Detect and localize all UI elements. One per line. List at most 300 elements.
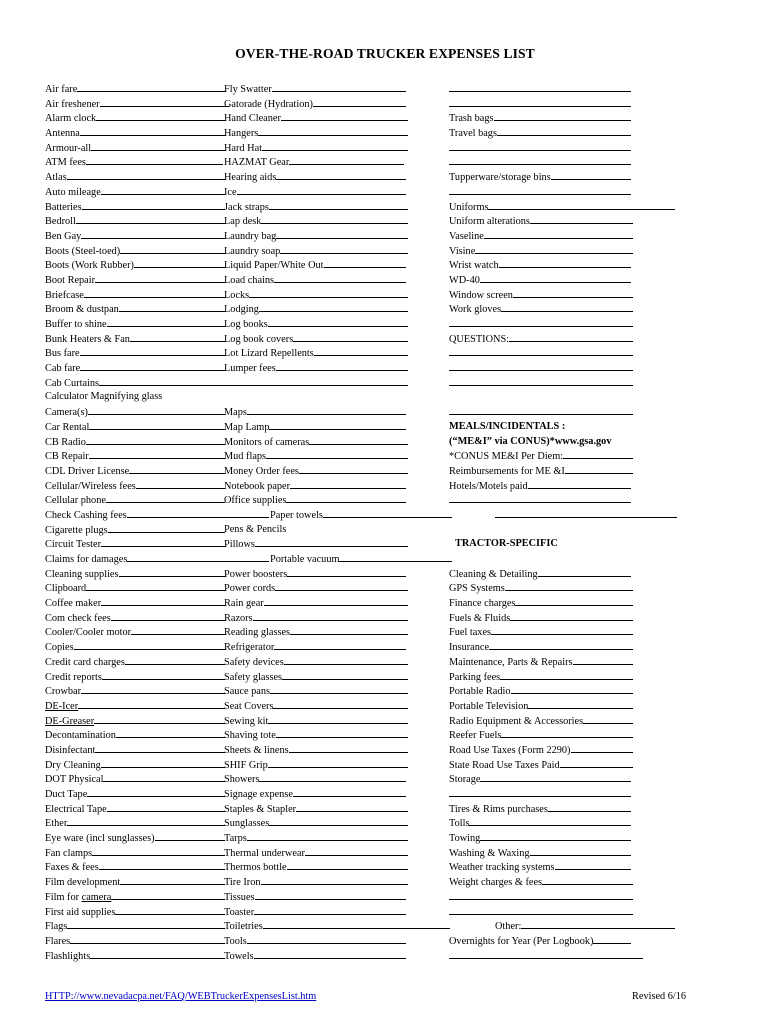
fill-in-line[interactable] [449, 346, 633, 356]
fill-in-line[interactable] [247, 934, 406, 944]
expense-label: Power cords [224, 583, 276, 595]
expense-label: Laundry bag [224, 230, 277, 242]
expense-label: Cleaning supplies [45, 568, 119, 580]
fill-in-line[interactable] [505, 581, 633, 591]
expense-label: Antenna [45, 128, 80, 140]
expense-label: WD-40 [449, 274, 480, 286]
fill-in-line[interactable] [491, 625, 633, 635]
expense-label: Thermal underwear [224, 847, 305, 859]
expense-label: Toiletries [224, 921, 263, 933]
fill-in-line[interactable] [449, 82, 631, 92]
expense-label: Decontamination [45, 730, 116, 742]
expense-row [449, 581, 677, 596]
fill-in-line[interactable] [449, 787, 631, 797]
expense-label: Weight charges & fees [449, 877, 543, 889]
fill-in-line[interactable] [269, 200, 408, 210]
expense-row [224, 214, 452, 229]
fill-in-line[interactable] [548, 802, 631, 812]
expense-label: Fuel taxes [449, 627, 492, 639]
expense-row [224, 435, 452, 450]
fill-in-line[interactable] [449, 376, 633, 386]
expense-label: Signage expense [224, 789, 293, 800]
expense-label: Lumper fees [224, 363, 276, 375]
fill-in-line[interactable] [469, 816, 631, 826]
fill-in-line[interactable] [509, 332, 633, 342]
fill-in-line[interactable] [530, 214, 633, 224]
fill-in-line[interactable] [528, 479, 631, 489]
expense-row [449, 537, 677, 552]
fill-in-line[interactable] [339, 552, 452, 562]
expense-label: Vaseline [449, 230, 484, 242]
fill-in-line[interactable] [449, 155, 631, 165]
fill-in-line[interactable] [130, 332, 225, 342]
fill-in-line[interactable] [276, 229, 408, 239]
expense-row [449, 185, 677, 200]
expense-row [224, 493, 452, 508]
fill-in-line[interactable] [95, 273, 225, 283]
fill-in-line[interactable] [99, 376, 225, 386]
expense-row [224, 185, 452, 200]
fill-in-line[interactable] [120, 244, 225, 254]
fill-in-line[interactable] [501, 728, 633, 738]
fill-in-line[interactable] [280, 244, 408, 254]
fill-in-line[interactable] [449, 317, 633, 327]
expense-row [224, 332, 452, 347]
fill-in-line[interactable] [510, 611, 633, 621]
fill-in-line[interactable] [84, 288, 225, 298]
fill-in-line[interactable] [255, 890, 406, 900]
fill-in-line[interactable] [274, 640, 406, 650]
fill-in-line[interactable] [81, 229, 225, 239]
expense-row [449, 846, 677, 861]
fill-in-line[interactable] [293, 787, 406, 797]
expense-label: First aid supplies [45, 906, 116, 918]
fill-in-line[interactable] [74, 640, 225, 650]
fill-in-line[interactable] [89, 420, 225, 430]
fill-in-line[interactable] [565, 464, 633, 474]
fill-in-line[interactable] [276, 361, 408, 371]
expense-row [449, 376, 677, 391]
expense-label: Portable Radio [449, 686, 511, 698]
expense-row [449, 288, 677, 303]
fill-in-line[interactable] [511, 684, 634, 694]
fill-in-line[interactable] [286, 493, 406, 503]
expense-label: Maintenance, Parts & Repairs [449, 656, 573, 668]
fill-in-line[interactable] [107, 317, 225, 327]
fill-in-line[interactable] [273, 699, 408, 709]
expense-row [449, 464, 677, 479]
fill-in-line[interactable] [500, 670, 633, 680]
fill-in-line[interactable] [449, 890, 633, 900]
expense-label: Bus fare [45, 348, 80, 360]
fill-in-line[interactable] [551, 170, 631, 180]
expense-label: Tolls [449, 818, 470, 830]
expense-row [224, 919, 452, 934]
fill-in-line[interactable] [99, 860, 225, 870]
fill-in-line[interactable] [289, 743, 408, 753]
fill-in-line[interactable] [528, 699, 633, 709]
expense-label: Cellular/Wireless fees [45, 480, 136, 492]
fill-in-line[interactable] [136, 479, 225, 489]
fill-in-line[interactable] [95, 743, 225, 753]
fill-in-line[interactable] [299, 464, 408, 474]
fill-in-line[interactable] [67, 170, 225, 180]
expense-row [224, 949, 452, 964]
fill-in-line[interactable] [116, 728, 225, 738]
expense-label: Log books [224, 319, 268, 330]
fill-in-line[interactable] [82, 200, 225, 210]
fill-in-line[interactable] [155, 831, 225, 841]
expense-row [449, 934, 677, 949]
fill-in-line[interactable] [101, 185, 225, 195]
expense-label: Portable vacuum [270, 554, 340, 565]
fill-in-line[interactable] [287, 860, 408, 870]
fill-in-line[interactable] [92, 846, 225, 856]
fill-in-line[interactable] [583, 714, 633, 724]
fill-in-line[interactable] [276, 170, 406, 180]
fill-in-line[interactable] [258, 126, 408, 136]
expense-label: Window screen [449, 289, 513, 301]
fill-in-line[interactable] [224, 376, 408, 386]
expense-row [224, 273, 452, 288]
expense-label: Com check fees [45, 612, 111, 624]
fill-in-line[interactable] [521, 919, 675, 929]
expense-row [224, 126, 452, 141]
fill-in-line[interactable] [489, 640, 633, 650]
fill-in-line[interactable] [276, 728, 408, 738]
expense-label: Paper towels [270, 509, 323, 521]
fill-in-line[interactable] [254, 949, 406, 959]
fill-in-line[interactable] [101, 758, 225, 768]
expense-row [224, 288, 452, 303]
expense-label: Log book covers [224, 333, 294, 345]
document-title: OVER-THE-ROAD TRUCKER EXPENSES LIST [235, 46, 535, 61]
expense-label: Other: [495, 921, 522, 933]
fill-in-line[interactable] [275, 581, 408, 591]
expense-label: Claims for damages [45, 554, 128, 565]
fill-in-line[interactable] [111, 611, 225, 621]
fill-in-line[interactable] [314, 346, 408, 356]
fill-in-line[interactable] [80, 361, 225, 371]
expense-label: GPS Systems [449, 583, 505, 595]
expense-row [224, 758, 452, 773]
expense-row [449, 332, 677, 347]
expense-label: Maps [224, 407, 247, 419]
expense-label: Crowbar [45, 686, 82, 698]
fill-in-line[interactable] [255, 537, 408, 547]
fill-in-line[interactable] [101, 537, 225, 547]
fill-in-line[interactable] [253, 611, 408, 621]
expense-row [224, 890, 452, 905]
expense-label: Flares [45, 935, 71, 947]
expense-row [224, 82, 452, 97]
expense-label: Ether [45, 818, 68, 830]
expense-label: Towing [449, 833, 481, 845]
expense-label: Cigarette plugs [45, 524, 108, 536]
expense-label: Showers [224, 774, 260, 786]
expense-label: Calculator Magnifying glass [45, 391, 163, 403]
fill-in-line[interactable] [262, 141, 408, 151]
fill-in-line[interactable] [293, 332, 408, 342]
fill-in-line[interactable] [480, 831, 631, 841]
expense-label: Wrist watch [449, 260, 499, 272]
fill-in-line[interactable] [480, 772, 631, 782]
fill-in-line[interactable] [449, 949, 643, 959]
fill-in-line[interactable] [270, 684, 408, 694]
fill-in-line[interactable] [86, 155, 223, 165]
underlined-word: camera [81, 891, 112, 903]
fill-in-line[interactable] [261, 214, 408, 224]
fill-in-line[interactable] [560, 758, 633, 768]
expense-label: Notebook paper [224, 480, 291, 492]
fill-in-line[interactable] [263, 919, 450, 929]
fill-in-line[interactable] [449, 493, 631, 503]
fill-in-line[interactable] [81, 684, 225, 694]
fill-in-line[interactable] [484, 229, 633, 239]
fill-in-line[interactable] [272, 82, 406, 92]
expense-label: Work gloves [449, 304, 502, 316]
fill-in-line[interactable] [475, 244, 633, 254]
expense-label: Cab Curtains [45, 377, 100, 389]
expense-row [449, 802, 677, 817]
fill-in-line[interactable] [89, 449, 225, 459]
expense-row [449, 449, 677, 464]
fill-in-line[interactable] [313, 97, 406, 107]
fill-in-line[interactable] [94, 714, 225, 724]
expense-label: Insurance [449, 642, 490, 654]
expense-row [224, 464, 452, 479]
fill-in-line[interactable] [530, 846, 631, 856]
fill-in-line[interactable] [571, 743, 634, 753]
fill-in-line[interactable] [87, 787, 225, 797]
expense-label: Air freshener [45, 98, 100, 110]
fill-in-line[interactable] [266, 449, 408, 459]
fill-in-line[interactable] [119, 302, 225, 312]
fill-in-line[interactable] [67, 919, 225, 929]
fill-in-line[interactable] [268, 758, 408, 768]
fill-in-line[interactable] [78, 699, 225, 709]
fill-in-line[interactable] [323, 508, 452, 518]
expense-row [224, 670, 452, 685]
fill-in-line[interactable] [497, 126, 631, 136]
fill-in-line[interactable] [494, 111, 631, 121]
fill-in-line[interactable] [106, 493, 225, 503]
expense-label: Parking fees [449, 671, 501, 683]
fill-in-line[interactable] [290, 479, 406, 489]
fill-in-line[interactable] [284, 655, 408, 665]
expense-row [449, 728, 677, 743]
expense-label: Road Use Taxes (Form 2290) [449, 744, 571, 756]
fill-in-line[interactable] [102, 670, 225, 680]
expense-label: Batteries [45, 201, 82, 213]
fill-in-line[interactable] [593, 934, 631, 944]
fill-in-line[interactable] [76, 214, 225, 224]
fill-in-line[interactable] [247, 405, 406, 415]
fill-in-line[interactable] [269, 420, 406, 430]
expense-row [449, 714, 677, 729]
expense-label: State Road Use Taxes Paid [449, 759, 560, 771]
fill-in-line[interactable] [77, 82, 225, 92]
fill-in-line[interactable] [495, 508, 677, 518]
fill-in-line[interactable] [309, 435, 408, 445]
fill-in-line[interactable] [515, 596, 633, 606]
expense-row [449, 596, 677, 611]
fill-in-line[interactable] [80, 346, 225, 356]
expense-label: SHIF Grip [224, 759, 268, 771]
fill-in-line[interactable] [573, 655, 633, 665]
expense-column-right [449, 82, 677, 963]
fill-in-line[interactable] [96, 111, 225, 121]
fill-in-line[interactable] [296, 802, 408, 812]
fill-in-line[interactable] [488, 200, 675, 210]
fill-in-line[interactable] [88, 405, 225, 415]
expense-label: Staples & Stapler [224, 803, 297, 815]
expense-row [449, 655, 677, 670]
fill-in-line[interactable] [86, 435, 225, 445]
expense-row [449, 816, 677, 831]
fill-in-line[interactable] [563, 449, 633, 459]
fill-in-line[interactable] [513, 288, 633, 298]
expense-label: QUESTIONS: [449, 333, 510, 345]
fill-in-line[interactable] [120, 875, 225, 885]
expense-label: Atlas [45, 172, 67, 184]
expense-row [449, 625, 677, 640]
expense-label: Uniforms [449, 201, 489, 213]
fill-in-line[interactable] [125, 655, 225, 665]
expense-label: Lap desk [224, 216, 262, 228]
expense-label: Dry Cleaning [45, 759, 101, 771]
expense-label: Eye ware (incl sunglasses) [45, 833, 155, 845]
fill-in-line[interactable] [449, 405, 633, 415]
expense-label: Bunk Heaters & Fan [45, 333, 130, 345]
expense-label: Car Rental [45, 421, 90, 433]
expense-column-middle [224, 82, 452, 963]
fill-in-line[interactable] [542, 875, 633, 885]
fill-in-line[interactable] [108, 523, 225, 533]
expense-label: Map Lamp [224, 421, 270, 433]
expense-label: Air fare [45, 84, 78, 95]
expense-row [224, 625, 452, 640]
fill-in-line[interactable] [274, 273, 406, 283]
expense-label: Razors [224, 612, 253, 624]
fill-in-line[interactable] [449, 185, 631, 195]
fill-in-line[interactable] [324, 258, 406, 268]
expense-row [449, 82, 677, 97]
fill-in-line[interactable] [290, 625, 408, 635]
fill-in-line[interactable] [101, 596, 225, 606]
fill-in-line[interactable] [247, 831, 408, 841]
fill-in-line[interactable] [287, 567, 406, 577]
expense-row [224, 449, 452, 464]
footer-link[interactable]: HTTP://www.nevadacpa.net/FAQ/WEBTruckerExpensesList.htm [45, 991, 317, 1002]
expense-row [449, 155, 677, 170]
expense-label: Electrical Tape [45, 803, 107, 815]
fill-in-line[interactable] [115, 905, 225, 915]
expense-label: Ice [224, 186, 237, 198]
expense-row [224, 552, 452, 567]
fill-in-line[interactable] [501, 302, 633, 312]
expense-row [449, 743, 677, 758]
expense-row [224, 699, 452, 714]
expense-row [449, 479, 677, 494]
expense-row [449, 420, 677, 435]
fill-in-line[interactable] [131, 625, 225, 635]
fill-in-line[interactable] [281, 111, 408, 121]
fill-in-line[interactable] [305, 846, 408, 856]
fill-in-line[interactable] [119, 567, 225, 577]
fill-in-line[interactable] [289, 155, 404, 165]
expense-label: Reading glasses [224, 627, 291, 639]
expense-row [449, 170, 677, 185]
fill-in-line[interactable] [449, 97, 631, 107]
expense-label: Circuit Tester [45, 539, 101, 551]
expense-row [449, 772, 677, 787]
expense-row [449, 111, 677, 126]
fill-in-line[interactable] [480, 273, 631, 283]
expense-label: Pillows [224, 539, 255, 551]
expense-row [224, 376, 452, 391]
fill-in-line[interactable] [103, 772, 225, 782]
fill-in-line[interactable] [261, 875, 408, 885]
expense-label: DE-Icer [45, 700, 79, 712]
expense-label: Briefcase [45, 289, 84, 301]
fill-in-line[interactable] [449, 141, 631, 151]
fill-in-line[interactable] [67, 816, 225, 826]
expense-label: Reimbursements for ME &I [449, 465, 565, 477]
fill-in-line[interactable] [555, 860, 631, 870]
expense-label: Laundry soap [224, 245, 281, 257]
fill-in-line[interactable] [499, 258, 631, 268]
fill-in-line[interactable] [269, 816, 408, 826]
fill-in-line[interactable] [259, 302, 408, 312]
fill-in-line[interactable] [237, 185, 406, 195]
fill-in-line[interactable] [449, 361, 633, 371]
expense-row [449, 302, 677, 317]
fill-in-line[interactable] [134, 258, 225, 268]
fill-in-line[interactable] [107, 802, 225, 812]
fill-in-line[interactable] [268, 714, 408, 724]
fill-in-line[interactable] [91, 141, 225, 151]
expense-label: Duct Tape [45, 789, 88, 800]
fill-in-line[interactable] [80, 126, 225, 136]
expense-row [449, 244, 677, 259]
fill-in-line[interactable] [254, 905, 406, 915]
fill-in-line[interactable] [259, 772, 406, 782]
fill-in-line[interactable] [268, 317, 408, 327]
fill-in-line[interactable] [86, 581, 225, 591]
expense-row [449, 552, 677, 567]
expense-label: Shaving tote [224, 730, 276, 742]
fill-in-line[interactable] [249, 288, 408, 298]
expense-label: Travel bags [449, 128, 497, 140]
fill-in-line[interactable] [70, 934, 225, 944]
expense-label: Radio Equipment & Accessories [449, 715, 584, 727]
expense-label: Buffer to shine [45, 319, 107, 330]
fill-in-line[interactable] [264, 596, 408, 606]
fill-in-line[interactable] [111, 890, 225, 900]
expense-label: Jack straps [224, 201, 269, 213]
fill-in-line[interactable] [282, 670, 408, 680]
expense-row [449, 831, 677, 846]
expense-label: Towels [224, 950, 254, 962]
fill-in-line[interactable] [90, 949, 225, 959]
expense-row [224, 728, 452, 743]
expense-label: Flashlights [45, 950, 91, 962]
fill-in-line[interactable] [129, 464, 225, 474]
fill-in-line[interactable] [538, 567, 631, 577]
fill-in-line[interactable] [449, 905, 633, 915]
fill-in-line[interactable] [100, 97, 229, 107]
